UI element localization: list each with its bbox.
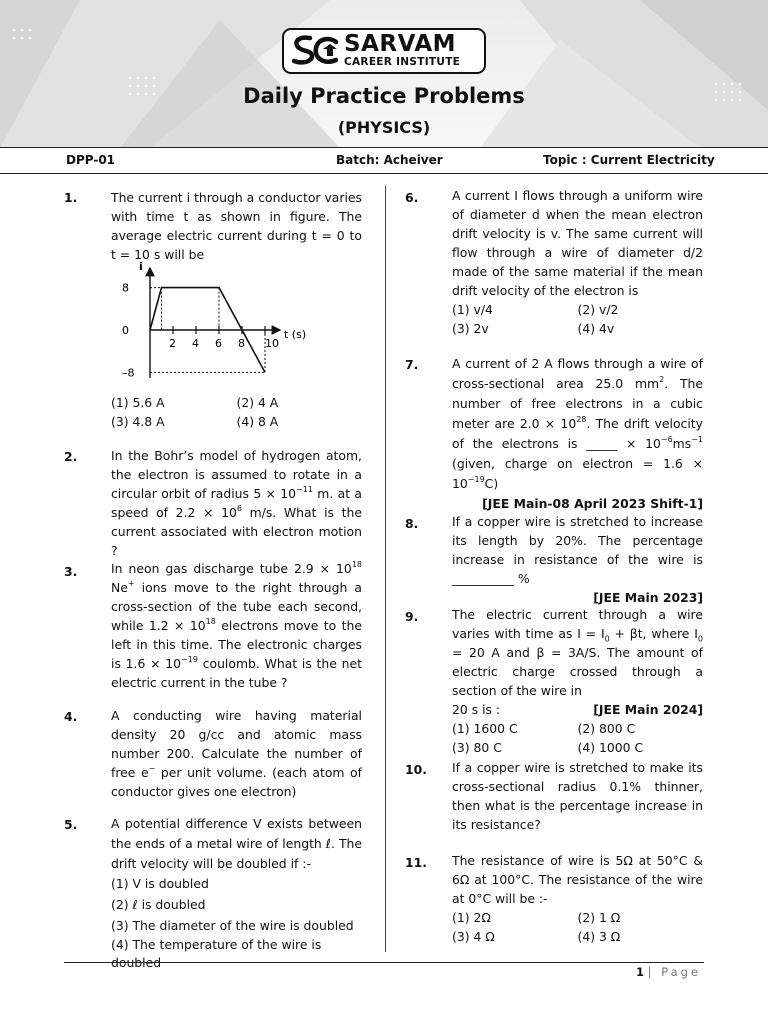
question-2: In the Bohr’s model of hydrogen atom, the electron is assumed to rotate in a circular orbit of radius $5 \times 10^{-11}$ m. at a speed of $2.2 \times 10^6$ m/s. What is the current associated with electron motion ? <box>111 448 363 558</box>
current-time-graph <box>112 256 322 386</box>
graph-x-axis-label: t (s) <box>284 328 307 341</box>
logo-name: SARVAM <box>344 31 457 57</box>
option[interactable]: (3) The diameter of the wire is doubled <box>111 918 354 933</box>
question-source: [JEE Main 2023] <box>593 590 703 605</box>
question-1-options <box>111 393 362 431</box>
option[interactable]: (2) ℓ is doubled <box>111 897 206 912</box>
page-title: Daily Practice Problems <box>243 84 525 108</box>
option[interactable]: (2) 800 C <box>577 721 636 736</box>
question-number: 1. <box>64 190 78 205</box>
question-6: A current I flows through a uniform wire of diameter d when the mean electron drift velocity is v. The same current will flow through a wire of diameter d/2 made of the same material if the mean drift velocity of the electron is (1) v/4 (2) v/2 (3) 2v (4) 4v <box>452 188 703 336</box>
option[interactable]: (1) V is doubled <box>111 876 209 891</box>
option[interactable]: (3) 4.8 A <box>111 414 165 429</box>
column-divider <box>385 186 386 952</box>
graph-y-axis-label: i <box>139 260 143 273</box>
topic-label: Topic : Current Electricity <box>543 153 715 167</box>
question-11: The resistance of wire is 5Ω at 50°C & 6Ω at 100°C. The resistance of the wire at 0°C will be :- (1) 2Ω (2) 1 Ω (3) 4 Ω (4) 3 Ω <box>452 853 703 944</box>
header-divider-bottom <box>0 173 768 174</box>
option[interactable]: (1) 5.6 A <box>111 395 165 410</box>
question-number: 5. <box>64 817 78 832</box>
question-number: 9. <box>405 609 419 624</box>
question-7: A current of 2 A flows through a wire of cross-sectional area 25.0 $mm^2$. The number of free electrons in a cubic meter are $2.0 \times 10^{28}$. The drift velocity of the electrons is _____ × $10^{-6}ms^{-1}$ (given, charge on electron = $1.6 \times 10^{-19}C$) [JEE Main-08 April 2023 Shift-1] <box>452 356 703 511</box>
option[interactable]: (1) v/4 <box>452 302 493 317</box>
option[interactable]: (4) 4v <box>577 321 615 336</box>
graph-y-tick-label: 0 <box>122 324 129 337</box>
graph-x-tick-label: 2 <box>169 337 176 350</box>
question-10-text: If a copper wire is stretched to make its cross-sectional radius 0.1% thinner, then what is the percentage increase in its resistance? <box>452 760 703 832</box>
option[interactable]: (3) 4 Ω <box>452 929 495 944</box>
footer-divider <box>64 962 704 963</box>
logo-subtitle: CAREER INSTITUTE <box>344 56 461 68</box>
question-4: A conducting wire having material density 20 g/cc and atomic mass number 200. Calculate the number of free e− per unit volume. (each atom of conductor gives one electron) <box>111 708 362 799</box>
option[interactable]: (4) 1000 C <box>577 740 644 755</box>
option[interactable]: (3) 80 C <box>452 740 502 755</box>
question-number: 11. <box>405 855 427 870</box>
question-number: 4. <box>64 709 78 724</box>
graph-x-tick-label: 10 <box>265 337 279 350</box>
graph-x-tick-label: 4 <box>192 337 199 350</box>
question-8: If a copper wire is stretched to increase its length by 20%. The percentage increase in resistance of the wire is __________ % [JEE Main 2023] <box>452 514 703 605</box>
subject-title: (PHYSICS) <box>337 118 431 137</box>
institute-logo <box>282 28 486 74</box>
header-divider-top <box>0 147 768 148</box>
batch-label: Batch: Acheiver <box>336 153 443 167</box>
question-number: 6. <box>405 190 419 205</box>
question-number: 7. <box>405 357 419 372</box>
dpp-number: DPP-01 <box>66 153 116 167</box>
graph-y-tick-label: 8 <box>122 281 129 295</box>
option[interactable]: (1) 1600 C <box>452 721 518 736</box>
page-number: 1 <box>635 965 644 979</box>
question-source: [JEE Main 2024] <box>593 702 703 717</box>
graph-x-tick-label: 8 <box>238 337 245 350</box>
graph-y-tick-label: –8 <box>122 366 135 380</box>
option[interactable]: (4) 3 Ω <box>577 929 621 944</box>
option[interactable]: (2) 4 A <box>236 395 279 410</box>
question-10 <box>452 758 703 834</box>
question-3: In neon gas discharge tube $2.9 \times 10^{18}$ Ne+ ions move to the right through a cross-section of the tube each second, while $1.2 \times 10^{18}$ electrons move to the left in this time. The electronic charges is $1.6 \times 10^{-19}$ coulomb. What is the net electric current in the tube ? <box>111 560 362 690</box>
question-number: 3. <box>64 564 78 579</box>
option[interactable]: (4) The temperature of the wire is doubled <box>111 937 322 970</box>
question-5: A potential difference V exists between the ends of a metal wire of length ℓ. The drift velocity will be doubled if :- (1) V is doubled (2) ℓ is doubled (3) The diameter of the wire is doubled (4) The temperature of the wire is doubled <box>111 816 362 970</box>
question-number: 2. <box>64 449 78 464</box>
question-1: The current i through a conductor varies with time t as shown in figure. The average electric current during t = 0 to t = 10 s will be <box>111 190 362 262</box>
question-source: [JEE Main-08 April 2023 Shift-1] <box>482 496 703 511</box>
option[interactable]: (2) v/2 <box>577 302 619 317</box>
page-label: | Page <box>647 965 701 979</box>
graph-x-tick-label: 6 <box>215 337 222 350</box>
question-number: 10. <box>405 762 427 777</box>
question-number: 8. <box>405 516 419 531</box>
question-9: The electric current through a wire varies with time as $I = I_0 + \beta t$, where $I_0 = 20$ A and β = 3A/S. The amount of electric charge crossed through a section of the wire in 20 s is : [JEE Main 2024] (1) 1600 C (2) 800 C (3) 80 C (4) 1000 C <box>452 607 703 755</box>
logo-mark-icon <box>290 34 340 68</box>
option[interactable]: (1) 2Ω <box>452 910 491 925</box>
page-footer <box>636 965 701 979</box>
option[interactable]: (3) 2v <box>452 321 489 336</box>
option[interactable]: (2) 1 Ω <box>577 910 621 925</box>
option[interactable]: (4) 8 A <box>236 414 279 429</box>
